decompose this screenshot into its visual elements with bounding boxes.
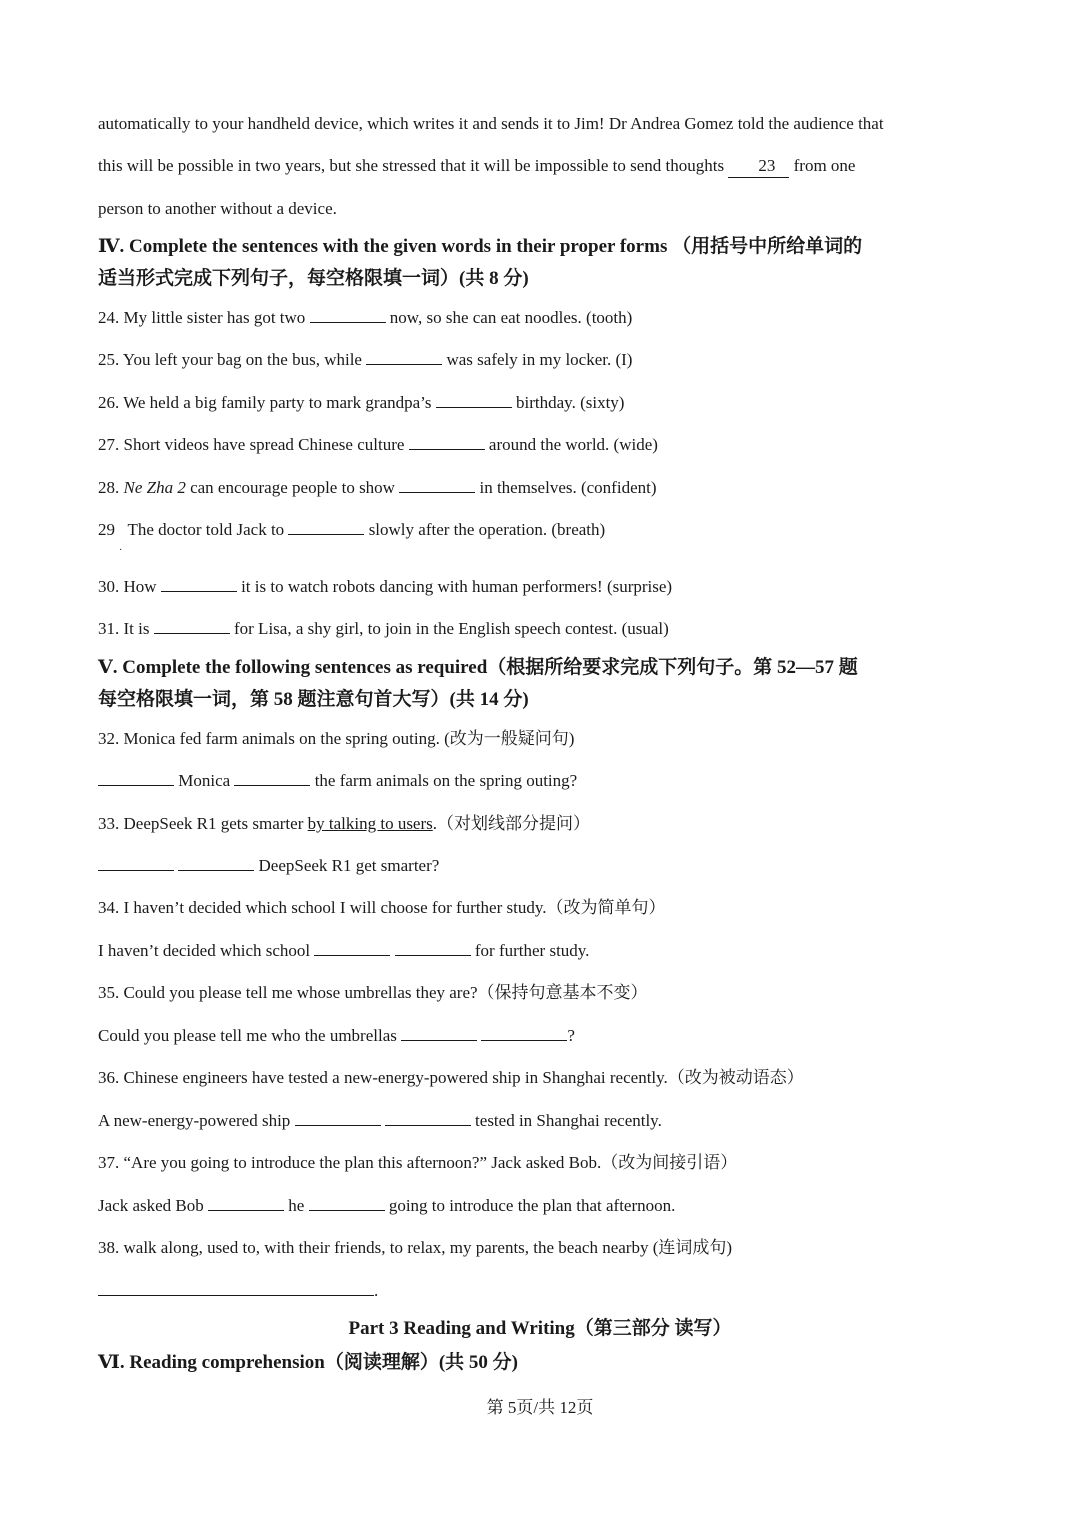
page-number: 第 5页/共 12页 bbox=[486, 1398, 594, 1417]
question-35: 35. Could you please tell me whose umbrellas they are?（保持句意基本不变） bbox=[98, 983, 648, 1002]
part-3-title: Part 3 Reading and Writing（第三部分 读写） bbox=[348, 1318, 732, 1339]
q37a-text: Jack asked Bob bbox=[98, 1196, 204, 1215]
q36-blank-2[interactable] bbox=[385, 1110, 471, 1126]
q37a-end: going to introduce the plan that afternoon. bbox=[388, 1196, 676, 1215]
question-27 bbox=[98, 434, 658, 456]
q28-num: 28. bbox=[98, 478, 120, 497]
answer-33 bbox=[98, 855, 439, 877]
q32a-mid: Monica bbox=[178, 771, 231, 790]
question-32: 32. Monica fed farm animals on the spring outing. (改为一般疑问句) bbox=[98, 729, 575, 748]
question-26 bbox=[98, 392, 624, 414]
q36a-end: tested in Shanghai recently. bbox=[475, 1111, 662, 1130]
q28-title: Ne Zha 2 bbox=[123, 478, 186, 497]
section-5-title: Ⅴ. Complete the following sentences as required（根据所给要求完成下列句子。第 52—57 题 bbox=[98, 657, 858, 678]
passage-line-3: person to another without a device. bbox=[98, 199, 337, 218]
q38a-end: . bbox=[374, 1281, 379, 1300]
answer-38 bbox=[98, 1280, 378, 1302]
blank-23[interactable]: 23 bbox=[728, 155, 789, 178]
q32-blank-2[interactable] bbox=[234, 770, 310, 786]
q30-end: it is to watch robots dancing with human performers! (surprise) bbox=[241, 577, 673, 596]
q33-end: .（对划线部分提问） bbox=[432, 814, 591, 833]
q33-blank-1[interactable] bbox=[98, 855, 174, 871]
q33a-end: DeepSeek R1 get smarter? bbox=[258, 856, 440, 875]
passage-line-2-end: from one bbox=[793, 156, 856, 175]
question-25 bbox=[98, 349, 632, 371]
passage-line-2 bbox=[98, 155, 855, 178]
q35a-text: Could you please tell me who the umbrellas bbox=[98, 1026, 397, 1045]
question-36: 36. Chinese engineers have tested a new-energy-powered ship in Shanghai recently.（改为被动语态） bbox=[98, 1068, 804, 1087]
q29-blank[interactable] bbox=[288, 519, 364, 535]
question-34: 34. I haven’t decided which school I will choose for further study.（改为简单句） bbox=[98, 898, 666, 917]
answer-32 bbox=[98, 770, 577, 792]
answer-35 bbox=[98, 1025, 575, 1047]
q34a-end: for further study. bbox=[474, 941, 590, 960]
section-5-title-cont: 每空格限填一词，第 58 题注意句首大写）(共 14 分) bbox=[98, 689, 529, 710]
q27-end: around the world. (wide) bbox=[488, 435, 658, 454]
q28-blank[interactable] bbox=[399, 477, 475, 493]
q33-underlined: by talking to users bbox=[307, 814, 433, 833]
q35a-end: ? bbox=[567, 1026, 575, 1045]
question-28 bbox=[98, 477, 657, 499]
q29-end: slowly after the operation. (breath) bbox=[368, 520, 606, 539]
q30-blank[interactable] bbox=[161, 576, 237, 592]
q38-blank[interactable] bbox=[98, 1280, 374, 1296]
q34a-text: I haven’t decided which school bbox=[98, 941, 311, 960]
passage-line-1: automatically to your handheld device, which writes it and sends it to Jim! Dr Andrea Gomez told the audience that bbox=[98, 114, 884, 133]
q24-text: 24. My little sister has got two bbox=[98, 308, 306, 327]
q25-blank[interactable] bbox=[366, 349, 442, 365]
stray-dot: · bbox=[119, 545, 123, 556]
q24-blank[interactable] bbox=[310, 307, 386, 323]
question-33 bbox=[98, 813, 590, 835]
q37a-mid: he bbox=[288, 1196, 305, 1215]
q37-blank-2[interactable] bbox=[309, 1195, 385, 1211]
question-37: 37. “Are you going to introduce the plan this afternoon?” Jack asked Bob.（改为间接引语） bbox=[98, 1153, 738, 1172]
q31-text: 31. It is bbox=[98, 619, 150, 638]
q27-text: 27. Short videos have spread Chinese culture bbox=[98, 435, 405, 454]
q24-end: now, so she can eat noodles. (tooth) bbox=[389, 308, 633, 327]
question-29 bbox=[98, 519, 605, 541]
passage-line-2-text: this will be possible in two years, but she stressed that it will be impossible to send thoughts bbox=[98, 156, 725, 175]
q37-blank-1[interactable] bbox=[208, 1195, 284, 1211]
q33-blank-2[interactable] bbox=[178, 855, 254, 871]
q28-text: can encourage people to show bbox=[190, 478, 395, 497]
q35-blank-2[interactable] bbox=[481, 1025, 567, 1041]
q26-blank[interactable] bbox=[436, 392, 512, 408]
q29-text: 29 The doctor told Jack to bbox=[98, 520, 285, 539]
q31-end: for Lisa, a shy girl, to join in the English speech contest. (usual) bbox=[233, 619, 669, 638]
section-4-title: Ⅳ. Complete the sentences with the given words in their proper forms （用括号中所给单词的 bbox=[98, 236, 863, 257]
question-31 bbox=[98, 618, 669, 640]
q32a-end: the farm animals on the spring outing? bbox=[314, 771, 578, 790]
q31-blank[interactable] bbox=[154, 618, 230, 634]
q25-end: was safely in my locker. (I) bbox=[446, 350, 633, 369]
q36-blank-1[interactable] bbox=[295, 1110, 381, 1126]
section-6-title: Ⅵ. Reading comprehension（阅读理解）(共 50 分) bbox=[98, 1352, 518, 1373]
question-24 bbox=[98, 307, 632, 329]
q33-text: 33. DeepSeek R1 gets smarter bbox=[98, 814, 304, 833]
q34-blank-1[interactable] bbox=[314, 940, 390, 956]
q32-blank-1[interactable] bbox=[98, 770, 174, 786]
q28-end: in themselves. (confident) bbox=[479, 478, 657, 497]
q36a-text: A new-energy-powered ship bbox=[98, 1111, 291, 1130]
q25-text: 25. You left your bag on the bus, while bbox=[98, 350, 362, 369]
q26-end: birthday. (sixty) bbox=[516, 393, 625, 412]
q27-blank[interactable] bbox=[409, 434, 485, 450]
section-4-title-cont: 适当形式完成下列句子，每空格限填一词）(共 8 分) bbox=[98, 268, 529, 289]
question-38: 38. walk along, used to, with their friends, to relax, my parents, the beach nearby (连词成句) bbox=[98, 1238, 733, 1257]
q26-text: 26. We held a big family party to mark grandpa’s bbox=[98, 393, 432, 412]
q30-text: 30. How bbox=[98, 577, 157, 596]
answer-34 bbox=[98, 940, 589, 962]
answer-36 bbox=[98, 1110, 662, 1132]
question-30 bbox=[98, 576, 672, 598]
q34-blank-2[interactable] bbox=[395, 940, 471, 956]
answer-37 bbox=[98, 1195, 675, 1217]
q35-blank-1[interactable] bbox=[401, 1025, 477, 1041]
